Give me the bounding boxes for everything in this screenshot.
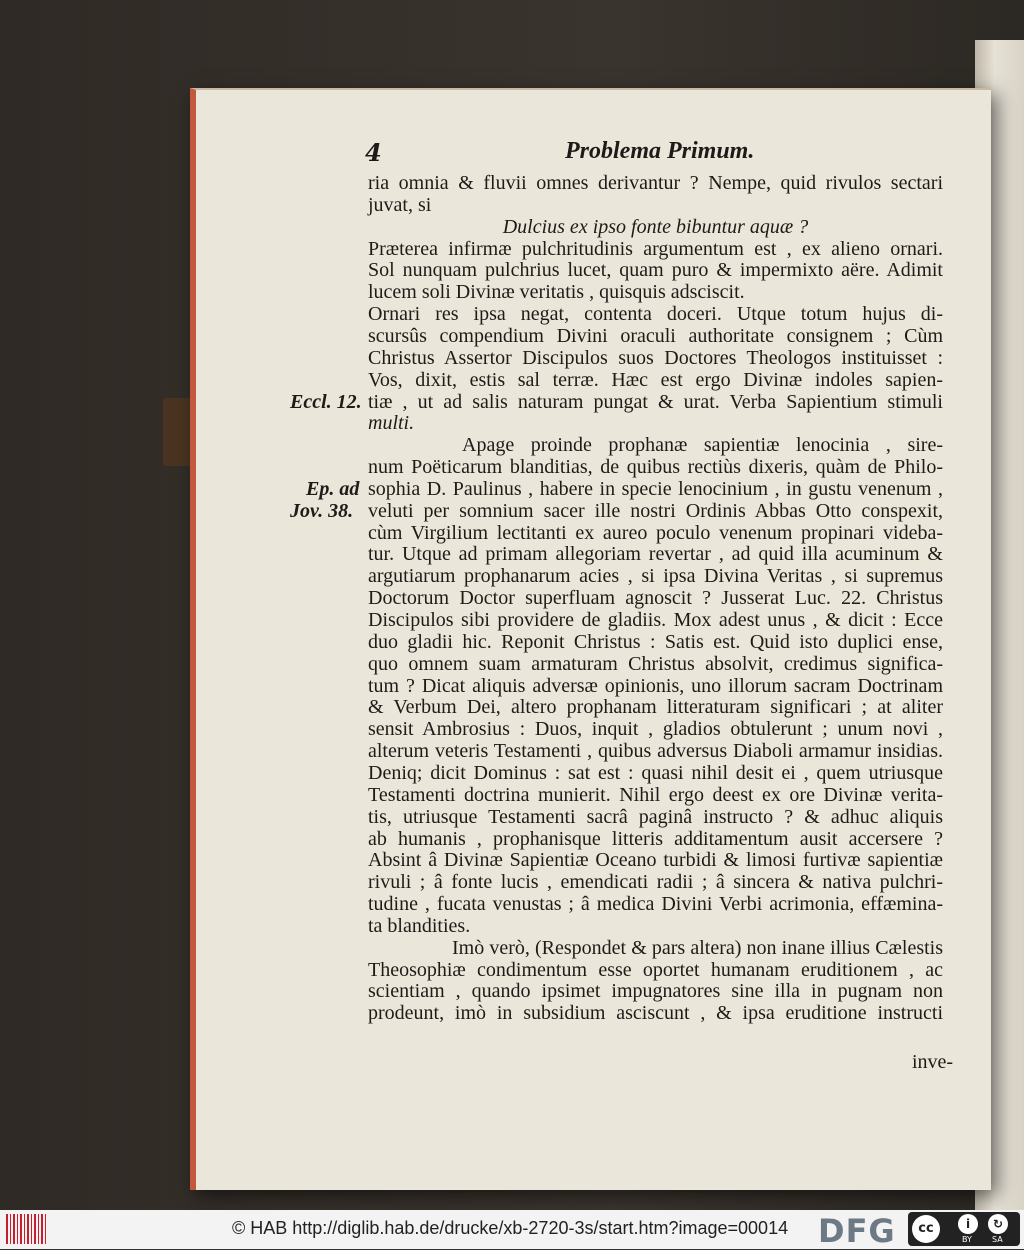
text-line: lucem soli Divinæ veritatis , quisquis adsciscit. [368, 281, 745, 304]
text-line: Theosophiæ condimentum esse oportet humanam eruditionem , ac [368, 958, 943, 981]
text-line: Deniq; dicit Dominus : sat est : quasi nihil desit ei , quem utriusque [368, 761, 943, 784]
text-line: Apage proinde prophanæ sapientiæ lenocinia , sire- [462, 434, 943, 457]
text-line: tudine , fucata venustas ; â medica Divini Verbi acrimonia, effæmina- [368, 893, 943, 916]
page-number: 4 [365, 138, 382, 167]
text-line: num Poëticarum blanditias, de quibus rectiùs dixeris, quàm de Philo- [368, 456, 943, 479]
text-line: sophia D. Paulinus , habere in specie lenocinium , in gustu venenum , [368, 477, 943, 500]
text-line: multi. [368, 412, 415, 435]
text-line: ta blandities. [368, 914, 471, 937]
text-line: Dulcius ex ipso fonte bibuntur aquæ ? [502, 215, 809, 238]
text-line: Doctorum Doctor superfluam agnoscit ? Jusserat Luc. 22. Christus [368, 587, 943, 610]
by-label: BY [962, 1235, 972, 1244]
text-line: Præterea infirmæ pulchritudinis argumentum est , ex alieno ornari. [368, 237, 943, 260]
text-line: sensit Ambrosius : Duos, inquit , gladios obtulerunt ; unum novi , [368, 718, 943, 741]
text-line: Imò verò, (Respondet & pars altera) non inane illius Cælestis [452, 936, 943, 959]
text-line: Testamenti doctrina munierit. Nihil ergo deest ex ore Divinæ verita- [368, 783, 943, 806]
text-line: duo gladii hic. Reponit Christus : Satis est. Quid isto duplici ense, [368, 630, 943, 653]
text-line: argutiarum prophanarum acies , si ipsa Divina Veritas , si supremus [368, 565, 943, 588]
text-line: tur. Utque ad primam allegoriam revertar , ad quid illa acuminum & [368, 543, 943, 566]
text-line: alterum veteris Testamenti , quibus adversus Diaboli armamur insidias. [368, 740, 943, 763]
cc-license-badge[interactable] [908, 1212, 1020, 1246]
text-line: tis, utriusque Testamenti sacrâ paginâ instructo ? & adhuc aliquis [368, 805, 943, 828]
text-line: prodeunt, imò in subsidium asciscunt , & ipsa eruditione instructi [368, 1002, 943, 1025]
text-line: Sol nunquam pulchrius lucet, quam puro & impermixto aëre. Adimit [368, 259, 943, 282]
by-icon: i [958, 1214, 978, 1234]
text-line: & Verbum Dei, altero prophanam litteraturam significari ; at aliter [368, 696, 943, 719]
text-line: quo omnem suam armaturam Christus absolvit, credimus significa- [368, 652, 943, 675]
running-head: Problema Primum. [565, 138, 755, 164]
catchword: inve- [912, 1051, 954, 1073]
text-line: rivuli ; â fonte lucis , emendicati radii ; â sincera & nativa pulchri- [368, 871, 943, 894]
text-line: Discipulos sibi providere de gladiis. Mox adest unus , & dicit : Ecce [368, 609, 943, 631]
text-line: Vos, dixit, estis sal terræ. Hæc est ergo Divinæ indoles sapien- [368, 368, 943, 391]
sa-icon: ↻ [988, 1214, 1008, 1234]
copyright-link[interactable]: © HAB http://diglib.hab.de/drucke/xb-2720-3s/start.htm?image=00014 [232, 1218, 789, 1238]
text-line: ria omnia & fluvii omnes derivantur ? Nempe, quid rivulos sectari [368, 172, 943, 194]
margin-note: Ep. ad [306, 477, 360, 500]
text-line: Christus Assertor Discipulos suos Doctores Theologos instituisset : [368, 346, 943, 369]
dfg-logo[interactable]: DFG [818, 1212, 896, 1250]
text-line: Absint â Divinæ Sapientiæ Oceano turbidi & limosi furtivæ sapientiæ [368, 849, 943, 872]
text-line: Ornari res ipsa negat, contenta doceri. Utque totum hujus di- [368, 303, 943, 326]
text-line: tiæ , ut ad salis naturam pungat & urat. Verba Sapientium stimuli [368, 390, 943, 413]
text-line: juvat, si [368, 193, 432, 216]
hab-logo-icon[interactable] [6, 1214, 48, 1244]
margin-note: Jov. 38. [290, 499, 354, 522]
margin-note: Eccl. 12. [290, 390, 362, 413]
page-tab-marker [163, 398, 193, 466]
text-line: scursûs compendium Divini oraculi authoritate consignem ; Cùm [368, 324, 943, 347]
sa-label: SA [992, 1235, 1003, 1244]
text-line: ab humanis , prophanisque litteris additamentum ausit accersere ? [368, 827, 943, 850]
text-line: scientiam , quando ipsimet impugnatores sine illa in pugnam non [368, 980, 943, 1003]
text-line: cùm Virgilium lectitanti ex aureo poculo venenum propinari videba- [368, 521, 943, 544]
text-line: veluti per somnium sacer ille nostri Ordinis Abbas Otto conspexit, [368, 499, 943, 522]
text-line: tum ? Dicat aliquis adversæ opinionis, uno illorum sacram Doctrinam [368, 674, 943, 697]
cc-icon: cc [912, 1215, 940, 1243]
